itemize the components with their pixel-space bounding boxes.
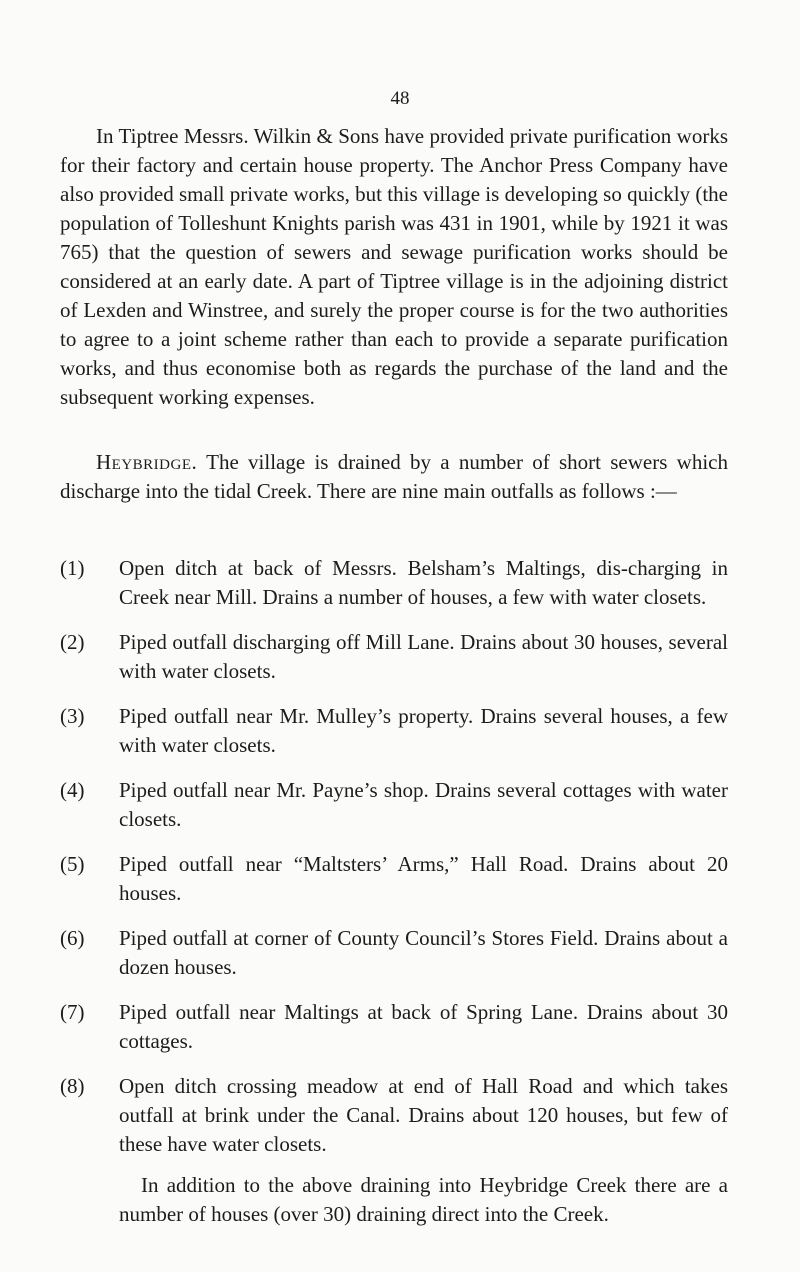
closing-item [60, 1171, 728, 1229]
list-item [60, 628, 728, 686]
list-item-text: Piped outfall discharging off Mill Lane. Drains about 30 houses, several with water closets. [119, 630, 728, 683]
paragraph-heybridge-text: The village is drained by a number of short sewers which discharge into the tidal Creek. There are nine main outfalls as follows :— [60, 450, 728, 503]
list-item-text: Open ditch crossing meadow at end of Hall Road and which takes outfall at brink under the Canal. Drains about 120 houses, but few of these have water closets. [119, 1074, 728, 1156]
list-item-text: Piped outfall near Mr. Payne’s shop. Drains several cottages with water closets. [119, 778, 728, 831]
section-heading-heybridge: Heybridge. [96, 450, 198, 474]
list-item-text: Piped outfall near Mr. Mulley’s property. Drains several houses, a few with water closets. [119, 704, 728, 757]
outfall-list [60, 554, 728, 1245]
closing-paragraph: In addition to the above draining into Heybridge Creek there are a number of houses (over 30) draining direct into the Creek. [119, 1173, 728, 1226]
list-item-number: (4) [60, 778, 85, 802]
list-item [60, 998, 728, 1056]
paragraph-tiptree: In Tiptree Messrs. Wilkin & Sons have provided private purification works for their factory and certain house property. The Anchor Press Company have also provided small private works, but this village is developing so quickly (the population of Tolleshunt Knights parish was 431 in 1901, while by 1921 it was 765) that the question of sewers and sewage purification works should be considered at an early date. A part of Tiptree village is in the adjoining district of Lexden and Winstree, and surely the proper course is for the two authorities to agree to a joint scheme rather than each to provide a separate purification works, and thus economise both as regards the purchase of the land and the subsequent working expenses. [60, 124, 728, 409]
paragraph-heybridge [60, 448, 728, 506]
list-item-number: (5) [60, 852, 85, 876]
list-item [60, 554, 728, 612]
list-item-number: (3) [60, 704, 85, 728]
list-item [60, 924, 728, 982]
list-item-number: (1) [60, 556, 85, 580]
list-item-number: (8) [60, 1074, 85, 1098]
list-item-text: Open ditch at back of Messrs. Belsham’s Maltings, dis-charging in Creek near Mill. Drains a number of houses, a few with water closets. [119, 556, 728, 609]
list-item-number: (2) [60, 630, 85, 654]
list-item-number: (6) [60, 926, 85, 950]
list-item [60, 850, 728, 908]
list-item-number: (7) [60, 1000, 85, 1024]
list-item-text: Piped outfall at corner of County Council’s Stores Field. Drains about a dozen houses. [119, 926, 728, 979]
list-item [60, 1072, 728, 1159]
list-item-text: Piped outfall near Maltings at back of Spring Lane. Drains about 30 cottages. [119, 1000, 728, 1053]
list-item [60, 702, 728, 760]
page-number: 48 [390, 88, 410, 109]
list-item-text: Piped outfall near “Maltsters’ Arms,” Hall Road. Drains about 20 houses. [119, 852, 728, 905]
list-item [60, 776, 728, 834]
